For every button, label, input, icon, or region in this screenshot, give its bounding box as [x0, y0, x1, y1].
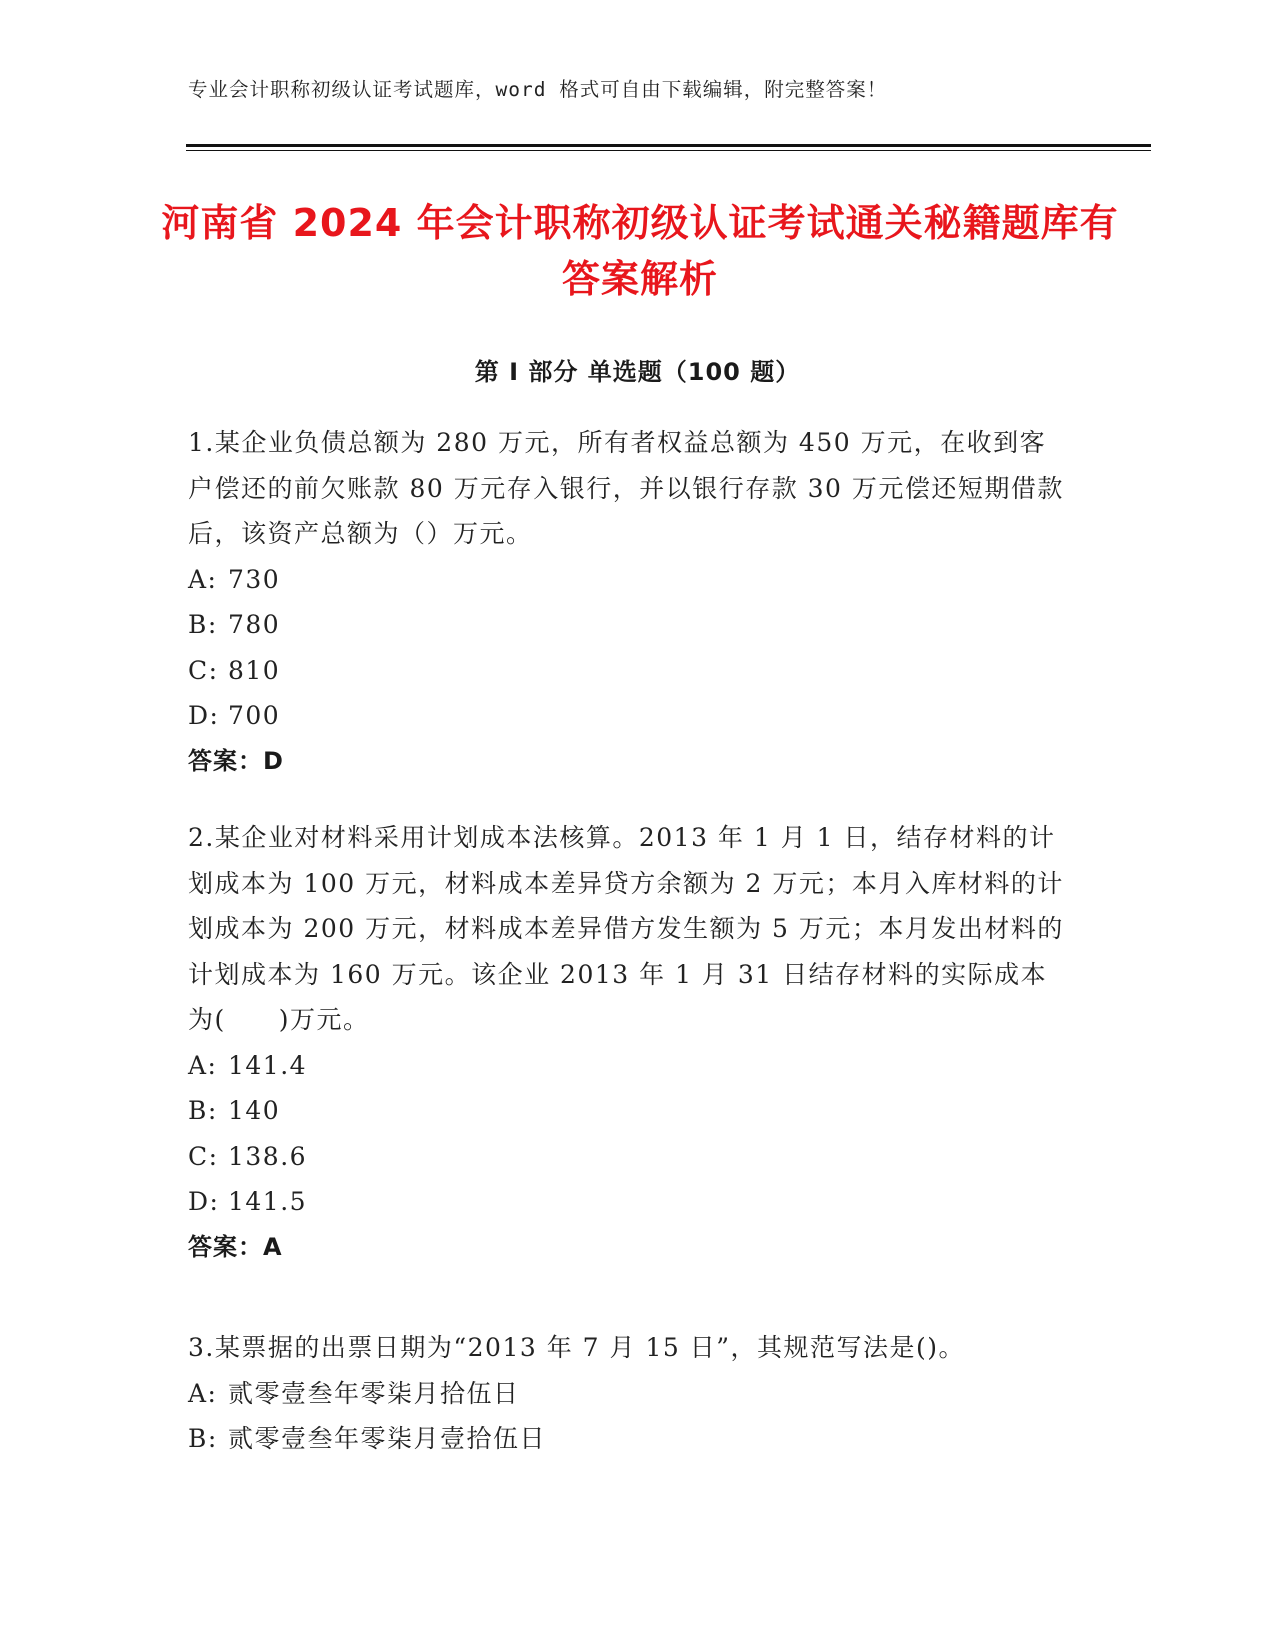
option-b	[188, 1416, 1068, 1462]
option-letter: B:	[188, 610, 218, 639]
option-letter: C:	[188, 1141, 219, 1171]
option-c	[188, 648, 1068, 694]
document-title: 河南省 2024 年会计职称初级认证考试通关秘籍题库有答案解析	[161, 201, 1119, 301]
option-value: 730	[228, 564, 281, 594]
option-d	[188, 693, 1068, 739]
option-b	[188, 602, 1068, 648]
option-d	[188, 1179, 1068, 1225]
question-text: 3.某票据的出票日期为“2013 年 7 月 15 日”，其规范写法是()。	[188, 1333, 965, 1362]
option-letter: C:	[188, 655, 219, 685]
option-a	[188, 1043, 1068, 1089]
option-value: 141.5	[228, 1187, 308, 1216]
option-letter: A:	[188, 564, 218, 594]
option-value: 140	[228, 1096, 281, 1125]
option-a	[188, 557, 1068, 603]
section-heading: 第 I 部分 单选题（100 题）	[474, 358, 801, 386]
question-2	[188, 815, 1068, 1270]
question-1	[188, 420, 1068, 784]
option-value: 贰零壹叁年零柒月壹拾伍日	[228, 1424, 547, 1453]
option-a	[188, 1371, 1068, 1417]
option-value: 贰零壹叁年零柒月拾伍日	[228, 1378, 520, 1408]
option-letter: B:	[188, 1424, 218, 1453]
question-3	[188, 1325, 1068, 1462]
answer-line: 答案：D	[188, 746, 284, 775]
option-letter: B:	[188, 1096, 218, 1125]
option-b	[188, 1088, 1068, 1134]
question-text: 1.某企业负债总额为 280 万元，所有者权益总额为 450 万元，在收到客户偿还的前欠账款 80 万元存入银行，并以银行存款 30 万元偿还短期借款后，该资产总额为（）万元。	[188, 428, 1064, 548]
option-letter: A:	[188, 1050, 218, 1080]
option-value: 700	[228, 701, 281, 730]
header-note: 专业会计职称初级认证考试题库，word 格式可自由下载编辑，附完整答案！	[188, 78, 888, 101]
header-rule-thick	[186, 144, 1151, 147]
header-rule-thin	[186, 150, 1151, 151]
option-value: 780	[228, 610, 281, 639]
option-letter: D:	[188, 1187, 220, 1216]
option-letter: A:	[188, 1378, 218, 1408]
question-text: 2.某企业对材料采用计划成本法核算。2013 年 1 月 1 日，结存材料的计划成本为 100 万元，材料成本差异贷方余额为 2 万元；本月入库材料的计划成本为 200 万元，材料成本差异借方发生额为 5 万元；本月发出材料的计划成本为 160 万元。该企业 2013 年 1 月 31 日结存材料的实际成本为( )万元。	[188, 823, 1064, 1034]
option-c	[188, 1134, 1068, 1180]
option-value: 138.6	[228, 1141, 308, 1171]
answer-line: 答案：A	[188, 1232, 283, 1261]
option-value: 141.4	[228, 1050, 308, 1080]
option-letter: D:	[188, 701, 220, 730]
option-value: 810	[228, 655, 281, 685]
